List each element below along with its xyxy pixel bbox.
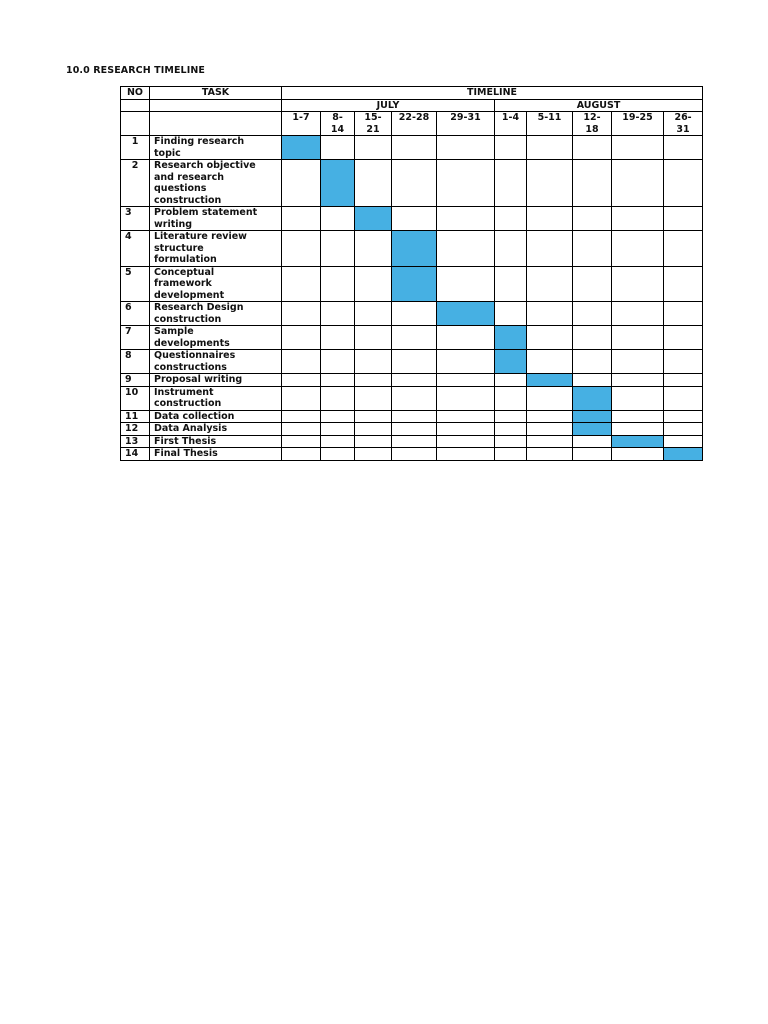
timeline-cell: [612, 136, 664, 160]
timeline-cell: [392, 435, 437, 448]
timeline-cell: [495, 448, 527, 461]
task-number: 1: [121, 136, 150, 160]
no-header-spacer: [121, 112, 150, 136]
table-row: [121, 302, 703, 326]
timeline-cell: [664, 302, 703, 326]
timeline-cell: [321, 302, 355, 326]
period-header: 5-11: [527, 112, 573, 136]
table-row: [121, 207, 703, 231]
timeline-cell: [321, 350, 355, 374]
timeline-cell: [573, 136, 612, 160]
timeline-cell: [527, 160, 573, 207]
timeline-cell: [282, 374, 321, 387]
timeline-cell: [355, 302, 392, 326]
task-name: Sample developments: [150, 326, 282, 350]
task-name: First Thesis: [150, 435, 282, 448]
timeline-cell: [437, 350, 495, 374]
timeline-cell: [495, 266, 527, 302]
timeline-cell: [392, 302, 437, 326]
timeline-cell: [437, 374, 495, 387]
task-name: Data Analysis: [150, 423, 282, 436]
timeline-cell: [355, 435, 392, 448]
timeline-cell: [664, 386, 703, 410]
table-row: [121, 160, 703, 207]
timeline-cell: [527, 302, 573, 326]
timeline-cell: [282, 410, 321, 423]
timeline-cell: [527, 448, 573, 461]
timeline-cell: [495, 435, 527, 448]
task-number: 13: [121, 435, 150, 448]
timeline-cell: [495, 136, 527, 160]
timeline-cell: [282, 386, 321, 410]
period-header: 19-25: [612, 112, 664, 136]
task-number: 6: [121, 302, 150, 326]
timeline-cell: [392, 207, 437, 231]
timeline-cell: [437, 326, 495, 350]
timeline-cell: [321, 231, 355, 267]
timeline-cell: [282, 423, 321, 436]
timeline-cell: [664, 423, 703, 436]
timeline-cell: [495, 207, 527, 231]
timeline-cell: [282, 207, 321, 231]
table-row: [121, 231, 703, 267]
task-column-header: TASK: [150, 87, 282, 100]
timeline-cell: [527, 350, 573, 374]
period-header: 29-31: [437, 112, 495, 136]
timeline-cell: [437, 136, 495, 160]
timeline-cell: [392, 326, 437, 350]
table-row: [121, 423, 703, 436]
timeline-cell: [612, 207, 664, 231]
timeline-cell: [527, 410, 573, 423]
timeline-cell-active: [495, 350, 527, 374]
timeline-cell: [282, 302, 321, 326]
timeline-cell: [282, 160, 321, 207]
timeline-cell: [392, 350, 437, 374]
task-name: Conceptual framework development: [150, 266, 282, 302]
month-header: AUGUST: [495, 99, 703, 112]
timeline-cell: [321, 266, 355, 302]
period-header: 22-28: [392, 112, 437, 136]
task-number: 8: [121, 350, 150, 374]
timeline-cell-active: [612, 435, 664, 448]
timeline-cell: [664, 410, 703, 423]
period-header: 1-4: [495, 112, 527, 136]
table-row: [121, 435, 703, 448]
task-header-spacer: [150, 112, 282, 136]
timeline-cell: [392, 448, 437, 461]
timeline-cell: [612, 386, 664, 410]
task-name: Research Design construction: [150, 302, 282, 326]
timeline-header: TIMELINE: [282, 87, 703, 100]
task-name: Instrument construction: [150, 386, 282, 410]
timeline-cell-active: [392, 266, 437, 302]
timeline-cell: [612, 266, 664, 302]
timeline-cell: [612, 410, 664, 423]
timeline-cell: [527, 386, 573, 410]
task-name: Literature review structure formulation: [150, 231, 282, 267]
timeline-cell: [437, 423, 495, 436]
task-name: Research objective and research questions construction: [150, 160, 282, 207]
timeline-cell: [573, 160, 612, 207]
timeline-cell-active: [664, 448, 703, 461]
period-header-row: [121, 112, 703, 136]
task-name: Finding research topic: [150, 136, 282, 160]
task-name: Data collection: [150, 410, 282, 423]
timeline-cell: [437, 231, 495, 267]
timeline-cell: [612, 374, 664, 387]
timeline-cell: [573, 350, 612, 374]
section-heading: 10.0 RESEARCH TIMELINE: [66, 65, 205, 76]
timeline-cell: [527, 136, 573, 160]
timeline-cell: [573, 374, 612, 387]
timeline-cell: [355, 160, 392, 207]
timeline-cell: [321, 410, 355, 423]
timeline-cell-active: [321, 160, 355, 207]
timeline-cell: [573, 207, 612, 231]
task-rows: [121, 136, 703, 461]
timeline-cell: [437, 448, 495, 461]
timeline-cell: [321, 423, 355, 436]
task-number: 3: [121, 207, 150, 231]
no-header-spacer: [121, 99, 150, 112]
timeline-cell-active: [527, 374, 573, 387]
task-number: 9: [121, 374, 150, 387]
timeline-cell: [355, 326, 392, 350]
timeline-cell: [355, 423, 392, 436]
timeline-cell-active: [392, 231, 437, 267]
timeline-cell: [392, 423, 437, 436]
month-header: JULY: [282, 99, 495, 112]
task-name: Problem statement writing: [150, 207, 282, 231]
timeline-cell: [355, 350, 392, 374]
timeline-cell-active: [573, 410, 612, 423]
task-number: 5: [121, 266, 150, 302]
timeline-cell: [612, 302, 664, 326]
timeline-cell: [355, 448, 392, 461]
timeline-cell: [527, 435, 573, 448]
timeline-cell: [355, 374, 392, 387]
timeline-cell: [321, 326, 355, 350]
timeline-cell-active: [573, 386, 612, 410]
task-number: 14: [121, 448, 150, 461]
timeline-cell: [437, 386, 495, 410]
timeline-cell: [355, 386, 392, 410]
task-header-spacer: [150, 99, 282, 112]
timeline-cell: [664, 266, 703, 302]
timeline-cell: [321, 386, 355, 410]
period-header: 15- 21: [355, 112, 392, 136]
timeline-cell: [437, 160, 495, 207]
timeline-cell: [321, 448, 355, 461]
timeline-cell: [355, 266, 392, 302]
task-name: Proposal writing: [150, 374, 282, 387]
task-number: 4: [121, 231, 150, 267]
timeline-cell: [282, 448, 321, 461]
timeline-cell: [664, 136, 703, 160]
timeline-cell: [573, 435, 612, 448]
timeline-cell: [495, 410, 527, 423]
timeline-cell: [495, 231, 527, 267]
timeline-cell: [664, 207, 703, 231]
timeline-cell: [527, 266, 573, 302]
timeline-cell: [527, 326, 573, 350]
timeline-cell: [527, 423, 573, 436]
task-number: 2: [121, 160, 150, 207]
timeline-cell: [392, 136, 437, 160]
timeline-cell: [495, 386, 527, 410]
timeline-cell: [282, 266, 321, 302]
timeline-cell: [612, 423, 664, 436]
timeline-cell: [612, 160, 664, 207]
table-row: [121, 374, 703, 387]
period-header: 26- 31: [664, 112, 703, 136]
timeline-cell: [495, 160, 527, 207]
timeline-cell: [495, 302, 527, 326]
timeline-cell: [664, 160, 703, 207]
header-row-1: [121, 87, 703, 100]
period-header: 12- 18: [573, 112, 612, 136]
timeline-cell: [437, 435, 495, 448]
timeline-cell: [573, 448, 612, 461]
timeline-cell: [664, 326, 703, 350]
timeline-cell: [664, 435, 703, 448]
timeline-cell: [355, 136, 392, 160]
timeline-cell-active: [573, 423, 612, 436]
table-row: [121, 266, 703, 302]
table-row: [121, 326, 703, 350]
timeline-cell: [612, 350, 664, 374]
timeline-cell: [573, 266, 612, 302]
timeline-cell: [282, 326, 321, 350]
timeline-cell-active: [282, 136, 321, 160]
timeline-cell: [355, 410, 392, 423]
timeline-cell: [612, 326, 664, 350]
table-row: [121, 410, 703, 423]
timeline-cell: [437, 266, 495, 302]
timeline-cell: [282, 435, 321, 448]
timeline-cell: [392, 386, 437, 410]
timeline-cell: [664, 350, 703, 374]
timeline-cell: [527, 207, 573, 231]
timeline-cell: [495, 423, 527, 436]
research-timeline-table: [120, 86, 703, 461]
timeline-cell: [282, 350, 321, 374]
timeline-cell: [612, 448, 664, 461]
timeline-cell-active: [495, 326, 527, 350]
timeline-cell-active: [437, 302, 495, 326]
timeline-cell: [573, 231, 612, 267]
period-header: 1-7: [282, 112, 321, 136]
task-number: 11: [121, 410, 150, 423]
timeline-cell: [664, 374, 703, 387]
timeline-cell-active: [355, 207, 392, 231]
timeline-cell: [437, 207, 495, 231]
table-row: [121, 448, 703, 461]
task-number: 12: [121, 423, 150, 436]
timeline-cell: [392, 160, 437, 207]
timeline-cell: [573, 302, 612, 326]
no-column-header: NO: [121, 87, 150, 100]
timeline-cell: [437, 410, 495, 423]
timeline-cell: [392, 374, 437, 387]
task-number: 10: [121, 386, 150, 410]
timeline-cell: [321, 136, 355, 160]
period-header: 8- 14: [321, 112, 355, 136]
task-name: Questionnaires constructions: [150, 350, 282, 374]
timeline-cell: [527, 231, 573, 267]
timeline-cell: [664, 231, 703, 267]
timeline-cell: [612, 231, 664, 267]
table-row: [121, 136, 703, 160]
table-row: [121, 350, 703, 374]
timeline-cell: [495, 374, 527, 387]
timeline-cell: [392, 410, 437, 423]
month-header-row: [121, 99, 703, 112]
timeline-cell: [573, 326, 612, 350]
task-number: 7: [121, 326, 150, 350]
task-name: Final Thesis: [150, 448, 282, 461]
timeline-cell: [321, 374, 355, 387]
timeline-cell: [321, 207, 355, 231]
timeline-cell: [321, 435, 355, 448]
timeline-cell: [355, 231, 392, 267]
table-row: [121, 386, 703, 410]
timeline-cell: [282, 231, 321, 267]
